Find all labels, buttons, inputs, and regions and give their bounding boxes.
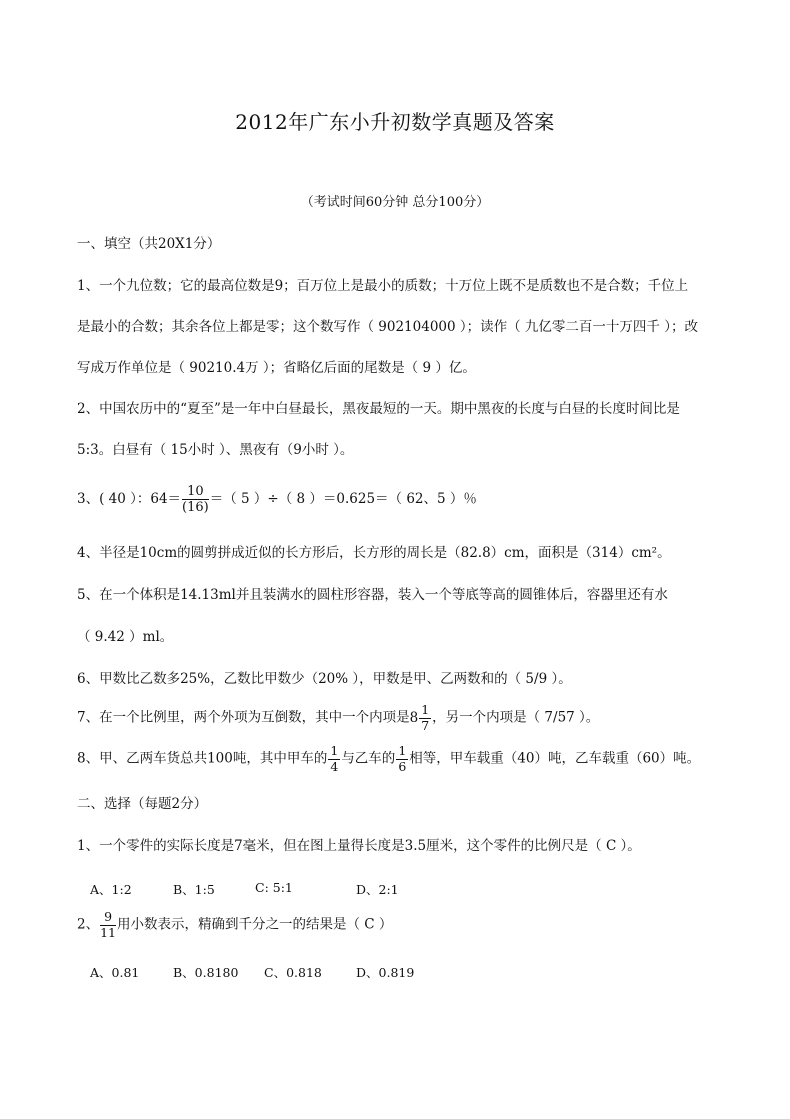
question-2-line-1: 2、中国农历中的“夏至”是一年中白昼最长，黑夜最短的一天。期中黑夜的长度与白昼的长度时间比是 bbox=[77, 401, 680, 417]
question-5-line-2: （ 9.42 ）ml。 bbox=[77, 629, 174, 645]
question-1-line-3: 写成万作单位是（ 90210.4万 ）；省略亿后面的尾数是（ 9 ）亿。 bbox=[77, 360, 476, 376]
choice-1-option-c: C: 5:1 bbox=[255, 880, 293, 895]
choice-2-option-b: B、0.8180 bbox=[173, 965, 239, 980]
question-2-line-2: 5:3。白昼有（ 15小时 ）、黑夜有（9小时 ）。 bbox=[77, 442, 354, 458]
choice-2-option-d: D、0.819 bbox=[356, 965, 415, 980]
page-title: 2012年广东小升初数学真题及答案 bbox=[235, 110, 555, 134]
question-3-suffix: ＝（ 5 ）÷（ 8 ）＝0.625＝（ 62、5 ）％ bbox=[209, 491, 477, 507]
question-8-part-2: 与乙车的 bbox=[341, 750, 396, 767]
choice-question-2 bbox=[77, 911, 392, 939]
choice-1-option-a: A、1:2 bbox=[90, 882, 132, 897]
question-6: 6、甲数比乙数多25%，乙数比甲数少（20% ），甲数是甲、乙两数和的（ 5/9 ）。 bbox=[77, 671, 572, 687]
fraction-numerator: 1 bbox=[421, 702, 430, 717]
exam-info: （考试时间60分钟 总分100分） bbox=[300, 195, 490, 210]
choice-2-fraction bbox=[100, 911, 116, 939]
choice-2-option-a: A、0.81 bbox=[90, 965, 140, 980]
choice-1-option-d: D、2:1 bbox=[356, 882, 399, 897]
fraction-denominator: 6 bbox=[398, 758, 407, 774]
section-heading-choice: 二、选择（每题2分） bbox=[77, 796, 208, 812]
fraction-numerator: 9 bbox=[100, 911, 116, 926]
choice-2-prefix: 2、 bbox=[77, 916, 100, 933]
question-8-fraction-2 bbox=[396, 745, 408, 773]
question-8-fraction-1 bbox=[328, 745, 340, 773]
question-8-part-3: 相等，甲车载重（40）吨，乙车载重（60）吨。 bbox=[409, 750, 701, 767]
question-3 bbox=[77, 485, 477, 514]
question-8 bbox=[77, 745, 700, 773]
fraction-numerator: 1 bbox=[330, 743, 339, 758]
question-7-suffix: ，另一个内项是（ 7/57 ）。 bbox=[432, 709, 600, 726]
section-heading-fill-in: 一、填空（共20X1分） bbox=[77, 236, 221, 252]
choice-question-1: 1、一个零件的实际长度是7毫米，但在图上量得长度是3.5厘米，这个零件的比例尺是（ C ）。 bbox=[77, 838, 641, 854]
fraction-numerator: 10 bbox=[182, 485, 209, 500]
question-3-prefix: 3、( 40 ）：64＝ bbox=[77, 491, 182, 507]
choice-2-suffix: 用小数表示，精确到千分之一的结果是（ C ） bbox=[117, 916, 393, 933]
choice-1-option-b: B、1:5 bbox=[173, 882, 215, 897]
question-1-line-2: 是最小的合数；其余各位上都是零；这个数写作（ 902104000 ）；读作（ 九亿零二百一十万四千 ）；改 bbox=[77, 319, 698, 335]
question-8-part-1: 8、甲、乙两车货总共100吨，其中甲车的 bbox=[77, 750, 328, 767]
fraction-denominator: 4 bbox=[330, 758, 339, 774]
choice-2-option-c: C、0.818 bbox=[264, 965, 322, 980]
question-1-line-1: 1、一个九位数；它的最高位数是9；百万位上是最小的质数；十万位上既不是质数也不是合数；千位上 bbox=[77, 278, 689, 294]
fraction-numerator: 1 bbox=[398, 743, 407, 758]
question-3-fraction bbox=[182, 485, 209, 514]
mixed-number-whole: 8 bbox=[409, 710, 419, 726]
question-7-prefix: 7、在一个比例里，两个外项为互倒数，其中一个内项是 bbox=[77, 709, 410, 726]
fraction-denominator: (16) bbox=[182, 500, 209, 515]
fraction-denominator: 7 bbox=[421, 717, 430, 733]
question-7-fraction bbox=[419, 704, 431, 732]
fraction-denominator: 11 bbox=[100, 924, 116, 940]
question-5-line-1: 5、在一个体积是14.13ml并且装满水的圆柱形容器，装入一个等底等高的圆锥体后，容器里还有水 bbox=[77, 587, 668, 603]
question-4: 4、半径是10cm的圆剪拼成近似的长方形后，长方形的周长是（82.8）cm，面积是（314）cm²。 bbox=[77, 545, 671, 561]
question-7 bbox=[77, 704, 599, 732]
